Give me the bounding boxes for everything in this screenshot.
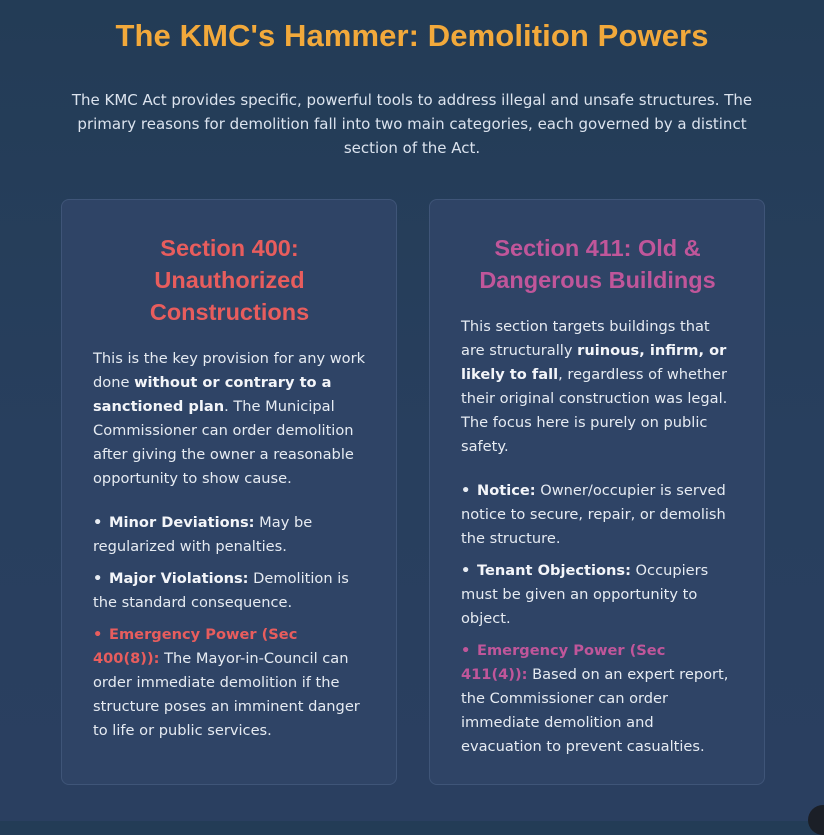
section-411-desc-text-1: This section targets buildings that are structurally — [461, 318, 710, 359]
list-item-text: Occupiers must be given an opportunity to object. — [461, 562, 709, 627]
list-item-text: May be regularized with penalties. — [93, 514, 313, 555]
list-item-label: Notice: — [477, 482, 536, 499]
emergency-power-label: Emergency Power (Sec 400(8)): — [93, 626, 298, 667]
section-400-card — [61, 199, 397, 785]
list-item-text: Based on an expert report, the Commissioner can order immediate demolition and evacuation to prevent casualties. — [461, 666, 729, 755]
bullet-icon: • — [93, 626, 103, 643]
bullet-icon: • — [461, 562, 471, 579]
list-item-text: Demolition is the standard consequence. — [93, 570, 349, 611]
list-item — [461, 479, 734, 551]
emergency-power-label: Emergency Power (Sec 411(4)): — [461, 642, 666, 683]
section-400-desc-text-1: This is the key provision for any work done — [93, 350, 366, 391]
section-411-description — [461, 315, 734, 459]
bullet-icon: • — [93, 514, 103, 531]
list-item — [461, 639, 734, 759]
list-item-label: Major Violations: — [109, 570, 249, 587]
section-400-description — [93, 347, 366, 491]
corner-overlay-icon[interactable] — [808, 805, 824, 835]
list-item-label: Minor Deviations: — [109, 514, 255, 531]
section-400-desc-emphasis: without or contrary to a sanctioned plan — [93, 374, 332, 415]
list-item — [93, 567, 366, 615]
bullet-icon: • — [461, 482, 471, 499]
bullet-icon: • — [461, 642, 471, 659]
section-411-card — [429, 199, 765, 785]
intro-paragraph: The KMC Act provides specific, powerful tools to address illegal and unsafe structures. The primary reasons for demolition fall into two main categories, each governed by a distinct section of the Act. — [71, 91, 753, 157]
list-item — [461, 559, 734, 631]
section-411-desc-text-2: , regardless of whether their original construction was legal. The focus here is purely on public safety. — [461, 366, 728, 455]
list-item-text: The Mayor-in-Council can order immediate demolition if the structure poses an imminent danger to life or public services. — [93, 650, 360, 739]
section-411-title: Section 411: Old & Dangerous Buildings — [479, 235, 716, 293]
section-411-list — [461, 479, 734, 759]
list-item — [93, 623, 366, 743]
section-400-desc-text-2: . The Municipal Commissioner can order demolition after giving the owner a reasonable opportunity to show cause. — [93, 398, 354, 487]
list-item — [93, 511, 366, 559]
section-400-title: Section 400: Unauthorized Constructions — [149, 235, 310, 325]
section-411-desc-emphasis: ruinous, infirm, or likely to fall — [461, 342, 727, 383]
bullet-icon: • — [93, 570, 103, 587]
list-item-label: Tenant Objections: — [477, 562, 631, 579]
list-item-text: Owner/occupier is served notice to secure, repair, or demolish the structure. — [461, 482, 726, 547]
page-title: The KMC's Hammer: Demolition Powers — [115, 18, 709, 53]
section-400-list — [93, 511, 366, 743]
